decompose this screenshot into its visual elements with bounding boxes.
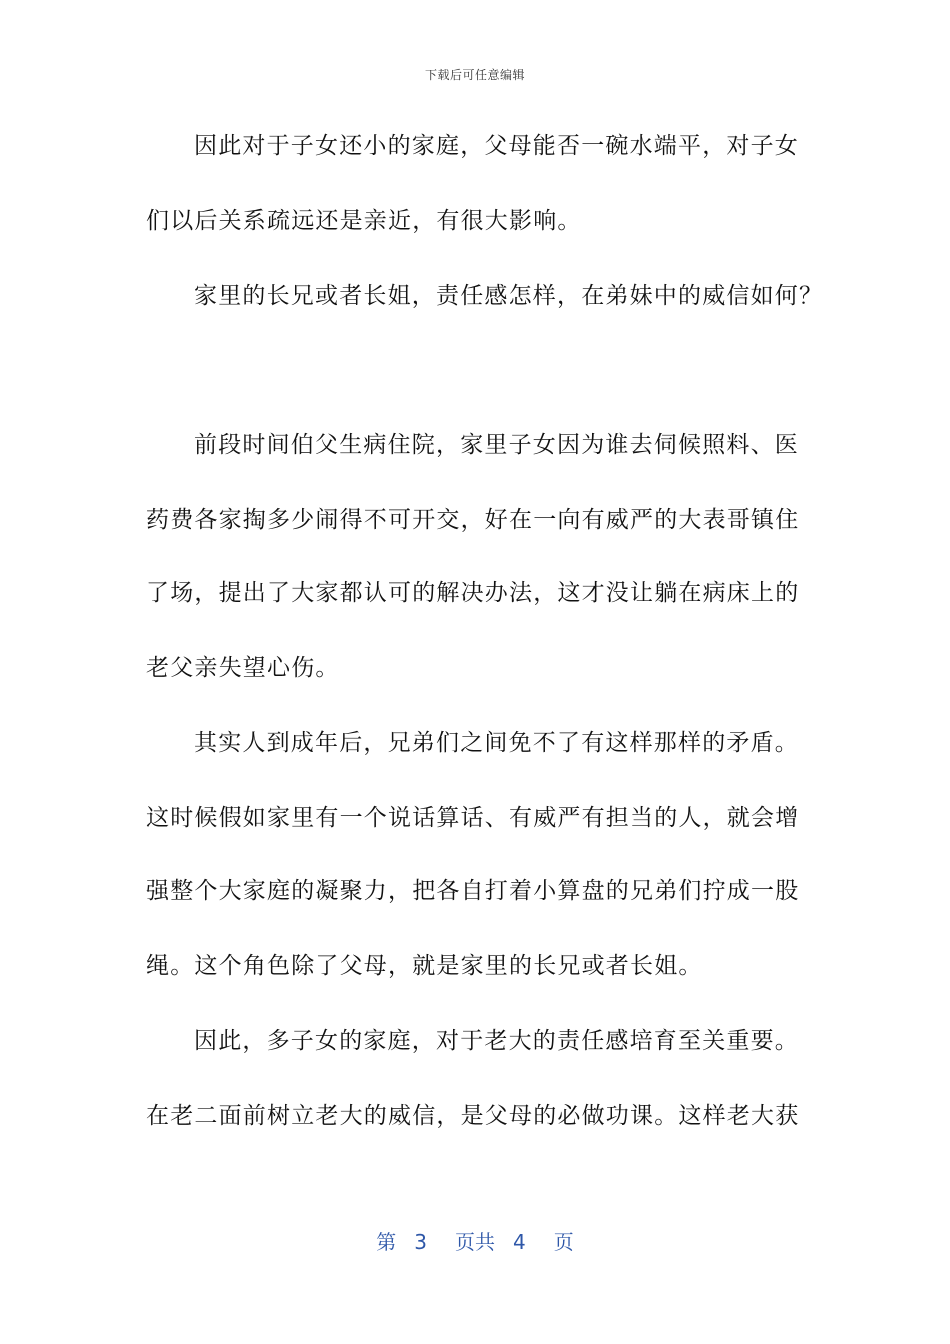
text-line-13: 在老二面前树立老大的威信，是父母的必做功课。这样老大获 (146, 1103, 800, 1129)
text-line-1: 因此对于子女还小的家庭，父母能否一碗水端平，对子女 (194, 133, 799, 159)
page-footer (0, 1226, 950, 1255)
text-line-4: 前段时间伯父生病住院，家里子女因为谁去伺候照料、医 (194, 432, 799, 458)
footer-ye-gong: 页共 (455, 1230, 495, 1254)
text-line-8: 其实人到成年后，兄弟们之间免不了有这样那样的矛盾。 (194, 730, 799, 756)
text-line-9: 这时候假如家里有一个说话算话、有威严有担当的人，就会增 (146, 805, 800, 831)
footer-ye: 页 (553, 1230, 574, 1254)
text-line-7: 老父亲失望心伤。 (146, 655, 340, 681)
text-line-2: 们以后关系疏远还是亲近，有很大影响。 (146, 208, 582, 234)
text-line-12: 因此，多子女的家庭，对于老大的责任感培育至关重要。 (194, 1028, 799, 1054)
text-line-10: 强整个大家庭的凝聚力，把各自打着小算盘的兄弟们拧成一股 (146, 878, 800, 904)
text-line-6: 了场，提出了大家都认可的解决办法，这才没让躺在病床上的 (146, 580, 800, 606)
text-line-5: 药费各家掏多少闹得不可开交，好在一向有威严的大表哥镇住 (146, 507, 800, 533)
footer-di: 第 (376, 1230, 397, 1254)
text-line-11: 绳。这个角色除了父母，就是家里的长兄或者长姐。 (146, 953, 703, 979)
footer-page-number: 3 (414, 1230, 427, 1254)
footer-total-pages: 4 (513, 1230, 526, 1254)
text-line-3: 家里的长兄或者长姐，责任感怎样，在弟妹中的威信如何？ (194, 283, 824, 309)
page-header: 下载后可任意编辑 (424, 68, 525, 82)
